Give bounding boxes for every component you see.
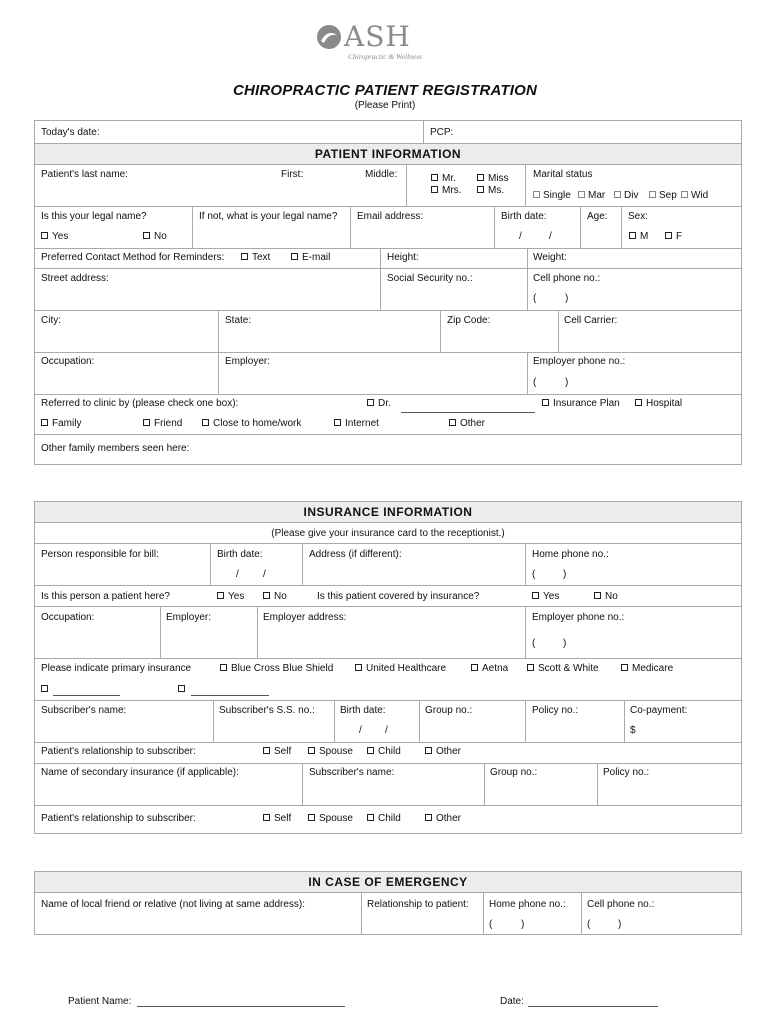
height-label[interactable]: Height: (387, 252, 419, 263)
primary-insurance-label: Please indicate primary insurance (41, 663, 192, 674)
birth-date-slash: / (359, 725, 362, 736)
marital-wid[interactable]: Wid (681, 190, 708, 202)
last-name-label[interactable]: Patient's last name: (41, 169, 128, 180)
marital-status-label: Marital status (533, 169, 593, 180)
patient-here-label: Is this person a patient here? (41, 591, 170, 602)
checkbox-icon (578, 191, 585, 198)
copayment-dollar: $ (630, 725, 636, 736)
city-label[interactable]: City: (41, 315, 61, 326)
zip-code-label[interactable]: Zip Code: (447, 315, 491, 326)
rel2-other[interactable]: Other (425, 813, 461, 825)
rel2-self[interactable]: Self (263, 813, 291, 825)
referred-dr[interactable]: Dr. (367, 398, 391, 410)
checkbox-icon (220, 664, 227, 671)
checkbox-icon (681, 191, 688, 198)
policy-no-label[interactable]: Policy no.: (532, 705, 579, 716)
ins-aetna[interactable]: Aetna (471, 663, 508, 675)
checkbox-icon (41, 232, 48, 239)
relationship-label: Patient's relationship to subscriber: (41, 746, 196, 757)
marital-div[interactable]: Div (614, 190, 638, 202)
checkbox-icon (143, 232, 150, 239)
sex-m[interactable]: M (629, 231, 648, 243)
secondary-policy-no-label[interactable]: Policy no.: (603, 767, 650, 778)
emergency-name-label[interactable]: Name of local friend or relative (not living at same address): (41, 899, 306, 910)
form-subtitle: (Please Print) (354, 100, 416, 111)
referred-insurance-plan[interactable]: Insurance Plan (542, 398, 620, 410)
phone-paren-open: ( (533, 377, 537, 388)
legal-yes[interactable]: Yes (41, 231, 68, 243)
title-miss[interactable]: Miss (477, 173, 509, 185)
group-no-label[interactable]: Group no.: (425, 705, 473, 716)
rel2-child[interactable]: Child (367, 813, 401, 825)
here-yes[interactable]: Yes (217, 591, 244, 603)
emergency-heading: IN CASE OF EMERGENCY (35, 872, 741, 893)
checkbox-icon (263, 592, 270, 599)
covered-yes[interactable]: Yes (532, 591, 559, 603)
referred-hospital[interactable]: Hospital (635, 398, 682, 410)
emergency-home-phone-label[interactable]: Home phone no.: (489, 899, 566, 910)
checkbox-icon (431, 186, 438, 193)
secondary-insurance-label[interactable]: Name of secondary insurance (if applicable): (41, 767, 239, 778)
checkbox-icon (635, 399, 642, 406)
checkbox-icon (41, 685, 48, 692)
checkbox-icon (621, 664, 628, 671)
if-not-legal-name-label[interactable]: If not, what is your legal name? (199, 211, 338, 222)
preferred-contact-label: Preferred Contact Method for Reminders: (41, 252, 225, 263)
checkbox-icon (178, 685, 185, 692)
birth-date-slash: / (263, 569, 266, 580)
checkbox-icon (471, 664, 478, 671)
legal-no[interactable]: No (143, 231, 167, 243)
checkbox-icon (649, 191, 656, 198)
contact-email[interactable]: E-mail (291, 252, 330, 264)
checkbox-icon (367, 814, 374, 821)
logo-tagline: Chiropractic & Wellness (348, 52, 423, 61)
checkbox-icon (308, 814, 315, 821)
secondary-subscriber-name-label[interactable]: Subscriber's name: (309, 767, 395, 778)
logo-name: ASH (344, 20, 411, 53)
patient-name-footer-label: Patient Name: (68, 996, 132, 1007)
subscriber-name-label[interactable]: Subscriber's name: (41, 705, 127, 716)
insurance-information-section (34, 501, 742, 834)
birth-date-slash: / (236, 569, 239, 580)
middle-name-label[interactable]: Middle: (365, 169, 398, 180)
phone-paren-open: ( (533, 293, 537, 304)
ins-employer-label[interactable]: Employer: (166, 612, 212, 623)
title-mr[interactable]: Mr. (431, 173, 456, 185)
street-address-label[interactable]: Street address: (41, 273, 109, 284)
checkbox-icon (477, 174, 484, 181)
contact-text[interactable]: Text (241, 252, 270, 264)
ins-other-1[interactable] (41, 684, 52, 696)
rel2-spouse[interactable]: Spouse (308, 813, 353, 825)
phone-paren-close: ) (563, 569, 567, 580)
checkbox-icon (41, 419, 48, 426)
legal-name-label: Is this your legal name? (41, 211, 147, 222)
marital-sep[interactable]: Sep (649, 190, 677, 202)
form-title: CHIROPRACTIC PATIENT REGISTRATION (232, 82, 538, 99)
checkbox-icon (367, 747, 374, 754)
subscriber-birth-date-label[interactable]: Birth date: (340, 705, 386, 716)
phone-paren-open: ( (489, 919, 493, 930)
phone-paren-open: ( (532, 638, 536, 649)
emergency-section (34, 871, 742, 935)
sex-label: Sex: (628, 211, 649, 222)
checkbox-icon (143, 419, 150, 426)
ins-bcbs[interactable]: Blue Cross Blue Shield (220, 663, 333, 675)
checkbox-icon (477, 186, 484, 193)
checkbox-icon (241, 253, 248, 260)
covered-label: Is this patient covered by insurance? (317, 591, 480, 602)
marital-single[interactable]: Single (533, 190, 571, 202)
birth-date-slash: / (519, 231, 522, 242)
birth-date-slash: / (385, 725, 388, 736)
copayment-label[interactable]: Co-payment: (630, 705, 688, 716)
phone-paren-close: ) (565, 293, 569, 304)
employer-address-label[interactable]: Employer address: (263, 612, 347, 623)
checkbox-icon (614, 191, 621, 198)
emergency-cell-phone-label[interactable]: Cell phone no.: (587, 899, 655, 910)
emergency-relationship-label[interactable]: Relationship to patient: (367, 899, 469, 910)
insurance-information-heading: INSURANCE INFORMATION (35, 502, 741, 523)
rel-child[interactable]: Child (367, 746, 401, 758)
patient-information-heading: PATIENT INFORMATION (35, 143, 741, 165)
responsible-birth-date-label[interactable]: Birth date: (217, 549, 263, 560)
checkbox-icon (202, 419, 209, 426)
here-no[interactable]: No (263, 591, 287, 603)
phone-paren-close: ) (521, 919, 525, 930)
other-family-label[interactable]: Other family members seen here: (41, 443, 190, 454)
birth-date-slash: / (549, 231, 552, 242)
first-name-label[interactable]: First: (281, 169, 304, 180)
clinic-logo (316, 20, 426, 64)
referred-other[interactable]: Other (449, 418, 485, 430)
state-label[interactable]: State: (225, 315, 252, 326)
occupation-label[interactable]: Occupation: (41, 356, 95, 367)
referred-friend[interactable]: Friend (143, 418, 182, 430)
subscriber-ss-label[interactable]: Subscriber's S.S. no.: (219, 705, 315, 716)
referred-label: Referred to clinic by (please check one box): (41, 398, 239, 409)
weight-label[interactable]: Weight: (533, 252, 567, 263)
checkbox-icon (217, 592, 224, 599)
checkbox-icon (542, 399, 549, 406)
ssn-label[interactable]: Social Security no.: (387, 273, 473, 284)
employer-phone-label[interactable]: Employer phone no.: (533, 356, 626, 367)
todays-date-label: Today's date: (41, 127, 100, 138)
checkbox-icon (291, 253, 298, 260)
checkbox-icon (425, 814, 432, 821)
ins-scott[interactable]: Scott & White (527, 663, 599, 675)
insurance-note: (Please give your insurance card to the receptionist.) (271, 528, 505, 539)
marital-mar[interactable]: Mar (578, 190, 605, 202)
spine-logo-icon (316, 24, 342, 50)
employer-label[interactable]: Employer: (225, 356, 271, 367)
checkbox-icon (308, 747, 315, 754)
pcp-label: PCP: (430, 127, 454, 138)
referred-internet[interactable]: Internet (334, 418, 379, 430)
rel-spouse[interactable]: Spouse (308, 746, 353, 758)
checkbox-icon (527, 664, 534, 671)
ins-medicare[interactable]: Medicare (621, 663, 673, 675)
checkbox-icon (629, 232, 636, 239)
responsible-label[interactable]: Person responsible for bill: (41, 549, 159, 560)
email-label[interactable]: Email address: (357, 211, 424, 222)
phone-paren-open: ( (587, 919, 591, 930)
phone-paren-close: ) (618, 919, 622, 930)
checkbox-icon (449, 419, 456, 426)
ins-occupation-label[interactable]: Occupation: (41, 612, 95, 623)
checkbox-icon (431, 174, 438, 181)
phone-paren-open: ( (532, 569, 536, 580)
covered-no[interactable]: No (594, 591, 618, 603)
ins-united[interactable]: United Healthcare (355, 663, 446, 675)
rel-self[interactable]: Self (263, 746, 291, 758)
checkbox-icon (355, 664, 362, 671)
title-ms[interactable]: Ms. (477, 185, 504, 197)
address-label[interactable]: Address (if different): (309, 549, 402, 560)
checkbox-icon (367, 399, 374, 406)
rel-other[interactable]: Other (425, 746, 461, 758)
home-phone-label[interactable]: Home phone no.: (532, 549, 609, 560)
phone-paren-close: ) (565, 377, 569, 388)
sex-f[interactable]: F (665, 231, 682, 243)
ins-other-2[interactable] (178, 684, 189, 696)
age-label[interactable]: Age: (587, 211, 608, 222)
title-mrs[interactable]: Mrs. (431, 185, 461, 197)
patient-information-section (34, 120, 742, 465)
checkbox-icon (263, 814, 270, 821)
birth-date-label[interactable]: Birth date: (501, 211, 547, 222)
checkbox-icon (532, 592, 539, 599)
date-line[interactable] (528, 1006, 658, 1007)
ins-employer-phone-label[interactable]: Employer phone no.: (532, 612, 625, 623)
checkbox-icon (334, 419, 341, 426)
referred-family[interactable]: Family (41, 418, 81, 430)
cell-carrier-label[interactable]: Cell Carrier: (564, 315, 618, 326)
checkbox-icon (594, 592, 601, 599)
secondary-group-no-label[interactable]: Group no.: (490, 767, 538, 778)
date-footer-label: Date: (500, 996, 524, 1007)
checkbox-icon (425, 747, 432, 754)
checkbox-icon (263, 747, 270, 754)
cell-phone-label[interactable]: Cell phone no.: (533, 273, 601, 284)
referred-close-home[interactable]: Close to home/work (202, 418, 301, 430)
phone-paren-close: ) (563, 638, 567, 649)
relationship-label: Patient's relationship to subscriber: (41, 813, 196, 824)
checkbox-icon (665, 232, 672, 239)
patient-name-line[interactable] (137, 1006, 345, 1007)
checkbox-icon (533, 191, 540, 198)
